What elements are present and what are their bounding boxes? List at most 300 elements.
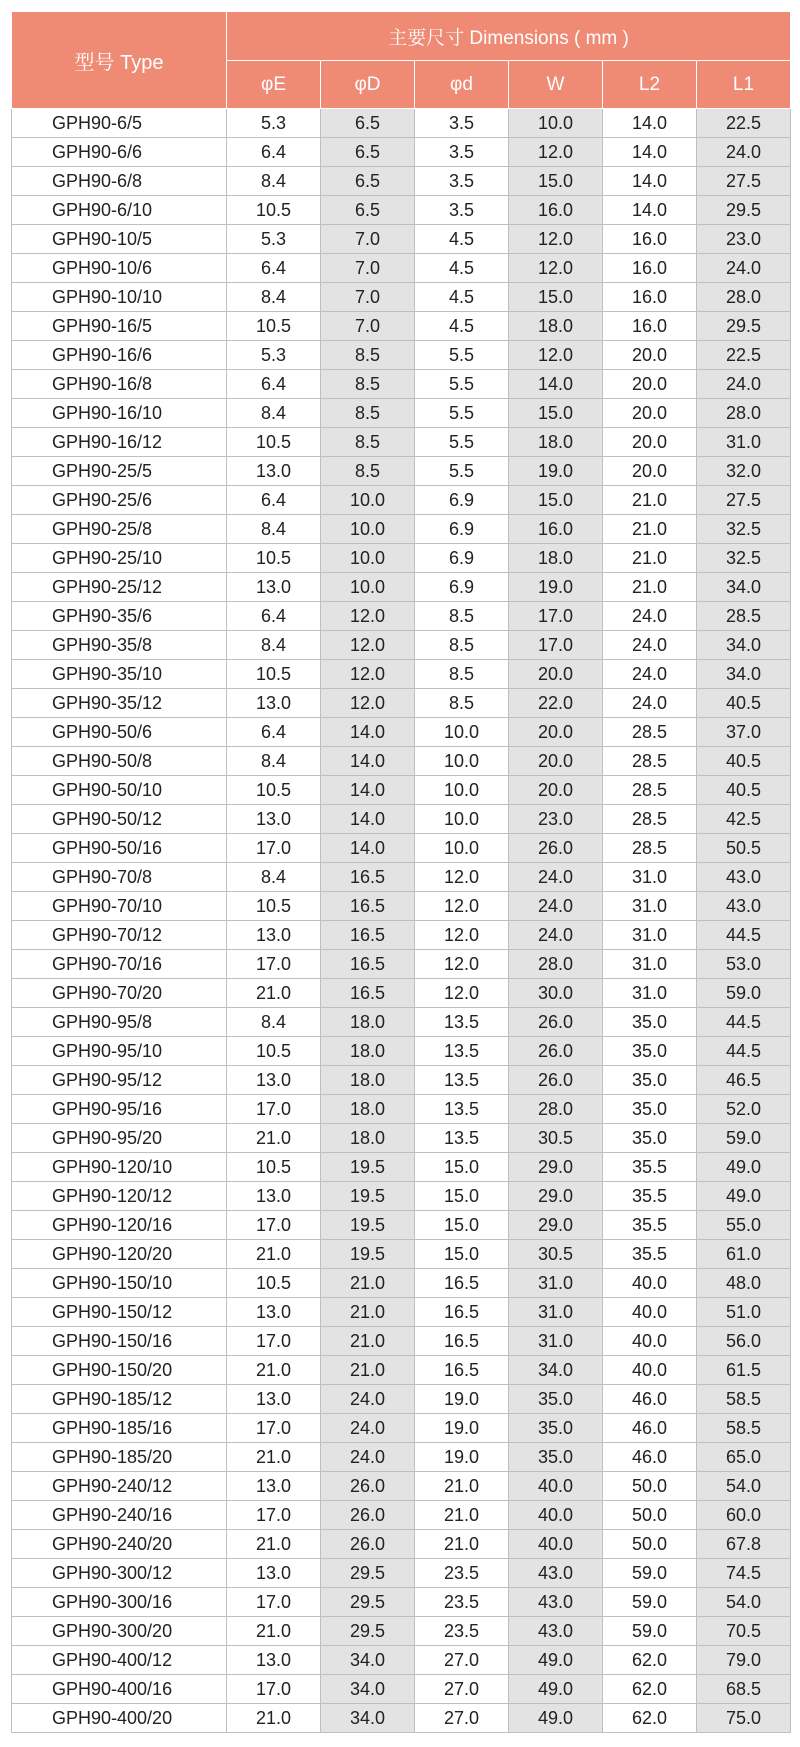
- table-body: [12, 109, 791, 1733]
- type-cell: GPH90-25/12: [12, 573, 227, 602]
- phi-d-inner-cell: 23.5: [415, 1559, 509, 1588]
- l2-cell: 16.0: [603, 283, 697, 312]
- phi-d-outer-cell: 24.0: [321, 1443, 415, 1472]
- type-cell: GPH90-35/6: [12, 602, 227, 631]
- phi-d-outer-cell: 14.0: [321, 805, 415, 834]
- phi-d-inner-cell: 8.5: [415, 631, 509, 660]
- table-row: [12, 399, 791, 428]
- dimensions-group-header: 主要尺寸 Dimensions ( mm ): [227, 12, 791, 61]
- phi-d-outer-cell: 10.0: [321, 573, 415, 602]
- phi-d-inner-cell: 16.5: [415, 1356, 509, 1385]
- dimensions-table: [11, 11, 791, 1733]
- type-column-header: 型号 Type: [12, 12, 227, 109]
- phi-d-outer-cell: 21.0: [321, 1356, 415, 1385]
- l1-cell: 74.5: [697, 1559, 791, 1588]
- type-cell: GPH90-35/12: [12, 689, 227, 718]
- l1-cell: 50.5: [697, 834, 791, 863]
- w-cell: 24.0: [509, 892, 603, 921]
- table-row: [12, 892, 791, 921]
- phi-d-outer-cell: 16.5: [321, 979, 415, 1008]
- phi-e-cell: 5.3: [227, 341, 321, 370]
- table-row: [12, 1095, 791, 1124]
- type-cell: GPH90-50/16: [12, 834, 227, 863]
- phi-e-cell: 5.3: [227, 225, 321, 254]
- l1-cell: 54.0: [697, 1588, 791, 1617]
- phi-d-inner-cell: 23.5: [415, 1588, 509, 1617]
- table-row: [12, 834, 791, 863]
- phi-d-inner-cell: 15.0: [415, 1240, 509, 1269]
- phi-e-cell: 8.4: [227, 863, 321, 892]
- phi-d-outer-cell: 12.0: [321, 602, 415, 631]
- l2-cell: 50.0: [603, 1530, 697, 1559]
- table-row: [12, 1298, 791, 1327]
- l2-cell: 35.0: [603, 1008, 697, 1037]
- table-row: [12, 341, 791, 370]
- phi-e-cell: 17.0: [227, 834, 321, 863]
- l1-cell: 28.0: [697, 283, 791, 312]
- phi-d-inner-cell: 21.0: [415, 1530, 509, 1559]
- l2-cell: 35.0: [603, 1037, 697, 1066]
- type-cell: GPH90-95/8: [12, 1008, 227, 1037]
- phi-e-cell: 13.0: [227, 573, 321, 602]
- table-row: [12, 370, 791, 399]
- phi-e-cell: 10.5: [227, 660, 321, 689]
- type-cell: GPH90-50/6: [12, 718, 227, 747]
- w-cell: 35.0: [509, 1414, 603, 1443]
- w-cell: 19.0: [509, 457, 603, 486]
- type-cell: GPH90-25/6: [12, 486, 227, 515]
- type-cell: GPH90-185/16: [12, 1414, 227, 1443]
- phi-d-inner-cell: 12.0: [415, 921, 509, 950]
- l2-cell: 20.0: [603, 399, 697, 428]
- w-cell: 18.0: [509, 544, 603, 573]
- phi-d-inner-cell: 13.5: [415, 1008, 509, 1037]
- table-row: [12, 254, 791, 283]
- phi-d-outer-cell: 6.5: [321, 138, 415, 167]
- type-cell: GPH90-35/10: [12, 660, 227, 689]
- l2-cell: 28.5: [603, 747, 697, 776]
- l2-cell: 21.0: [603, 515, 697, 544]
- w-cell: 40.0: [509, 1530, 603, 1559]
- l1-cell: 67.8: [697, 1530, 791, 1559]
- l2-cell: 40.0: [603, 1269, 697, 1298]
- w-cell: 30.5: [509, 1124, 603, 1153]
- table-row: [12, 1124, 791, 1153]
- w-cell: 43.0: [509, 1588, 603, 1617]
- l2-cell: 28.5: [603, 805, 697, 834]
- phi-e-cell: 21.0: [227, 1240, 321, 1269]
- table-row: [12, 1066, 791, 1095]
- phi-d-outer-cell: 7.0: [321, 225, 415, 254]
- l1-cell: 58.5: [697, 1414, 791, 1443]
- type-cell: GPH90-6/10: [12, 196, 227, 225]
- l1-cell: 49.0: [697, 1153, 791, 1182]
- table-row: [12, 1240, 791, 1269]
- phi-d-outer-cell: 19.5: [321, 1182, 415, 1211]
- phi-d-inner-cell: 13.5: [415, 1066, 509, 1095]
- phi-e-cell: 8.4: [227, 283, 321, 312]
- phi-d-outer-cell: 18.0: [321, 1008, 415, 1037]
- table-row: [12, 283, 791, 312]
- w-cell: 15.0: [509, 399, 603, 428]
- phi-d-inner-cell: 21.0: [415, 1501, 509, 1530]
- phi-d-outer-cell: 18.0: [321, 1037, 415, 1066]
- table-row: [12, 1211, 791, 1240]
- phi-e-cell: 6.4: [227, 602, 321, 631]
- phi-d-outer-cell: 8.5: [321, 341, 415, 370]
- table-row: [12, 428, 791, 457]
- phi-e-cell: 10.5: [227, 544, 321, 573]
- phi-d-outer-cell: 7.0: [321, 283, 415, 312]
- phi-d-outer-cell: 18.0: [321, 1066, 415, 1095]
- table-row: [12, 1414, 791, 1443]
- phi-d-inner-cell: 13.5: [415, 1124, 509, 1153]
- type-cell: GPH90-95/12: [12, 1066, 227, 1095]
- table-row: [12, 1501, 791, 1530]
- l2-cell: 21.0: [603, 544, 697, 573]
- l1-cell: 70.5: [697, 1617, 791, 1646]
- l1-cell: 40.5: [697, 689, 791, 718]
- l2-cell: 35.5: [603, 1182, 697, 1211]
- phi-d-outer-cell: 29.5: [321, 1559, 415, 1588]
- l1-cell: 59.0: [697, 1124, 791, 1153]
- table-row: [12, 1385, 791, 1414]
- phi-d-outer-cell: 21.0: [321, 1269, 415, 1298]
- l2-cell: 46.0: [603, 1385, 697, 1414]
- w-cell: 23.0: [509, 805, 603, 834]
- type-cell: GPH90-120/12: [12, 1182, 227, 1211]
- w-cell: 12.0: [509, 138, 603, 167]
- table-row: [12, 486, 791, 515]
- phi-d-inner-cell: 6.9: [415, 544, 509, 573]
- l1-cell: 27.5: [697, 486, 791, 515]
- phi-d-outer-cell: 24.0: [321, 1385, 415, 1414]
- phi-e-cell: 13.0: [227, 1182, 321, 1211]
- table-row: [12, 1037, 791, 1066]
- phi-e-cell: 17.0: [227, 1327, 321, 1356]
- w-cell: 20.0: [509, 660, 603, 689]
- l1-cell: 59.0: [697, 979, 791, 1008]
- table-row: [12, 1327, 791, 1356]
- l2-cell: 31.0: [603, 892, 697, 921]
- phi-d-inner-cell: 12.0: [415, 892, 509, 921]
- type-cell: GPH90-16/8: [12, 370, 227, 399]
- phi-e-cell: 8.4: [227, 399, 321, 428]
- phi-d-outer-cell: 12.0: [321, 689, 415, 718]
- phi-d-outer-cell: 8.5: [321, 457, 415, 486]
- l2-cell: 20.0: [603, 370, 697, 399]
- table-row: [12, 602, 791, 631]
- phi-d-inner-cell: 19.0: [415, 1443, 509, 1472]
- phi-d-inner-cell: 4.5: [415, 225, 509, 254]
- l1-cell: 24.0: [697, 254, 791, 283]
- w-cell: 31.0: [509, 1269, 603, 1298]
- table-row: [12, 1008, 791, 1037]
- phi-e-cell: 8.4: [227, 631, 321, 660]
- phi-d-outer-cell: 29.5: [321, 1617, 415, 1646]
- phi-d-inner-cell: 8.5: [415, 602, 509, 631]
- phi-d-inner-cell: 13.5: [415, 1095, 509, 1124]
- phi-d-inner-cell: 15.0: [415, 1211, 509, 1240]
- phi-d-inner-cell: 5.5: [415, 341, 509, 370]
- phi-e-cell: 8.4: [227, 167, 321, 196]
- w-cell: 15.0: [509, 283, 603, 312]
- phi-e-cell: 8.4: [227, 747, 321, 776]
- table-row: [12, 1704, 791, 1733]
- table-row: [12, 1472, 791, 1501]
- type-cell: GPH90-10/5: [12, 225, 227, 254]
- l1-cell: 61.5: [697, 1356, 791, 1385]
- phi-d-outer-cell: 26.0: [321, 1501, 415, 1530]
- type-cell: GPH90-16/6: [12, 341, 227, 370]
- w-cell: 14.0: [509, 370, 603, 399]
- l2-cell: 16.0: [603, 312, 697, 341]
- table-row: [12, 1617, 791, 1646]
- phi-e-cell: 17.0: [227, 1588, 321, 1617]
- w-cell: 20.0: [509, 747, 603, 776]
- l1-cell: 29.5: [697, 312, 791, 341]
- l2-cell: 24.0: [603, 689, 697, 718]
- column-header-l1: L1: [697, 61, 791, 109]
- phi-d-outer-cell: 8.5: [321, 370, 415, 399]
- phi-d-outer-cell: 14.0: [321, 718, 415, 747]
- phi-d-outer-cell: 19.5: [321, 1240, 415, 1269]
- table-row: [12, 1356, 791, 1385]
- w-cell: 28.0: [509, 1095, 603, 1124]
- l1-cell: 43.0: [697, 892, 791, 921]
- l1-cell: 46.5: [697, 1066, 791, 1095]
- type-cell: GPH90-25/8: [12, 515, 227, 544]
- w-cell: 18.0: [509, 428, 603, 457]
- table-header: [12, 12, 791, 109]
- type-cell: GPH90-240/16: [12, 1501, 227, 1530]
- type-cell: GPH90-25/10: [12, 544, 227, 573]
- w-cell: 15.0: [509, 486, 603, 515]
- phi-e-cell: 13.0: [227, 689, 321, 718]
- type-cell: GPH90-6/8: [12, 167, 227, 196]
- phi-d-outer-cell: 6.5: [321, 196, 415, 225]
- type-cell: GPH90-400/16: [12, 1675, 227, 1704]
- l1-cell: 54.0: [697, 1472, 791, 1501]
- w-cell: 10.0: [509, 109, 603, 138]
- l1-cell: 75.0: [697, 1704, 791, 1733]
- l1-cell: 24.0: [697, 138, 791, 167]
- table-row: [12, 660, 791, 689]
- l2-cell: 35.5: [603, 1240, 697, 1269]
- w-cell: 20.0: [509, 776, 603, 805]
- phi-d-outer-cell: 6.5: [321, 109, 415, 138]
- l1-cell: 51.0: [697, 1298, 791, 1327]
- l1-cell: 52.0: [697, 1095, 791, 1124]
- l2-cell: 14.0: [603, 109, 697, 138]
- phi-e-cell: 6.4: [227, 254, 321, 283]
- l1-cell: 27.5: [697, 167, 791, 196]
- l2-cell: 46.0: [603, 1443, 697, 1472]
- phi-d-outer-cell: 14.0: [321, 776, 415, 805]
- phi-d-inner-cell: 23.5: [415, 1617, 509, 1646]
- table-row: [12, 1153, 791, 1182]
- phi-d-inner-cell: 10.0: [415, 834, 509, 863]
- column-header-w: W: [509, 61, 603, 109]
- l1-cell: 44.5: [697, 1037, 791, 1066]
- type-cell: GPH90-10/6: [12, 254, 227, 283]
- type-cell: GPH90-10/10: [12, 283, 227, 312]
- w-cell: 29.0: [509, 1211, 603, 1240]
- w-cell: 26.0: [509, 1066, 603, 1095]
- l2-cell: 31.0: [603, 950, 697, 979]
- w-cell: 29.0: [509, 1153, 603, 1182]
- phi-e-cell: 6.4: [227, 718, 321, 747]
- w-cell: 22.0: [509, 689, 603, 718]
- l2-cell: 24.0: [603, 660, 697, 689]
- phi-e-cell: 13.0: [227, 1559, 321, 1588]
- phi-d-outer-cell: 16.5: [321, 921, 415, 950]
- phi-d-inner-cell: 15.0: [415, 1182, 509, 1211]
- phi-e-cell: 21.0: [227, 1124, 321, 1153]
- l2-cell: 59.0: [603, 1588, 697, 1617]
- l1-cell: 55.0: [697, 1211, 791, 1240]
- w-cell: 16.0: [509, 196, 603, 225]
- w-cell: 24.0: [509, 921, 603, 950]
- phi-d-inner-cell: 10.0: [415, 805, 509, 834]
- phi-d-inner-cell: 5.5: [415, 399, 509, 428]
- phi-e-cell: 17.0: [227, 1211, 321, 1240]
- w-cell: 24.0: [509, 863, 603, 892]
- table-row: [12, 718, 791, 747]
- type-cell: GPH90-185/20: [12, 1443, 227, 1472]
- table-row: [12, 312, 791, 341]
- l2-cell: 50.0: [603, 1501, 697, 1530]
- phi-d-outer-cell: 18.0: [321, 1124, 415, 1153]
- type-cell: GPH90-240/12: [12, 1472, 227, 1501]
- phi-e-cell: 10.5: [227, 1269, 321, 1298]
- phi-e-cell: 10.5: [227, 1153, 321, 1182]
- column-header-phi-d-inner: φd: [415, 61, 509, 109]
- phi-d-inner-cell: 16.5: [415, 1298, 509, 1327]
- type-cell: GPH90-400/12: [12, 1646, 227, 1675]
- phi-e-cell: 13.0: [227, 1298, 321, 1327]
- table-row: [12, 1269, 791, 1298]
- l1-cell: 28.0: [697, 399, 791, 428]
- l1-cell: 60.0: [697, 1501, 791, 1530]
- type-cell: GPH90-95/16: [12, 1095, 227, 1124]
- type-cell: GPH90-6/6: [12, 138, 227, 167]
- l2-cell: 31.0: [603, 921, 697, 950]
- l2-cell: 28.5: [603, 834, 697, 863]
- phi-d-inner-cell: 4.5: [415, 312, 509, 341]
- w-cell: 12.0: [509, 225, 603, 254]
- phi-d-outer-cell: 19.5: [321, 1153, 415, 1182]
- type-cell: GPH90-70/8: [12, 863, 227, 892]
- l2-cell: 62.0: [603, 1704, 697, 1733]
- phi-e-cell: 17.0: [227, 1414, 321, 1443]
- table-row: [12, 631, 791, 660]
- w-cell: 35.0: [509, 1385, 603, 1414]
- phi-e-cell: 13.0: [227, 1646, 321, 1675]
- l2-cell: 62.0: [603, 1646, 697, 1675]
- type-cell: GPH90-120/16: [12, 1211, 227, 1240]
- phi-d-inner-cell: 5.5: [415, 370, 509, 399]
- l1-cell: 65.0: [697, 1443, 791, 1472]
- table-row: [12, 805, 791, 834]
- phi-d-outer-cell: 7.0: [321, 312, 415, 341]
- l2-cell: 31.0: [603, 863, 697, 892]
- w-cell: 30.0: [509, 979, 603, 1008]
- l1-cell: 53.0: [697, 950, 791, 979]
- phi-e-cell: 21.0: [227, 1356, 321, 1385]
- phi-d-outer-cell: 6.5: [321, 167, 415, 196]
- phi-d-inner-cell: 19.0: [415, 1414, 509, 1443]
- phi-e-cell: 6.4: [227, 370, 321, 399]
- table-row: [12, 1559, 791, 1588]
- l1-cell: 79.0: [697, 1646, 791, 1675]
- type-cell: GPH90-120/10: [12, 1153, 227, 1182]
- phi-d-inner-cell: 27.0: [415, 1646, 509, 1675]
- type-cell: GPH90-150/10: [12, 1269, 227, 1298]
- table-row: [12, 747, 791, 776]
- l1-cell: 32.0: [697, 457, 791, 486]
- phi-e-cell: 13.0: [227, 805, 321, 834]
- phi-d-inner-cell: 27.0: [415, 1675, 509, 1704]
- w-cell: 34.0: [509, 1356, 603, 1385]
- phi-d-outer-cell: 16.5: [321, 892, 415, 921]
- w-cell: 20.0: [509, 718, 603, 747]
- phi-e-cell: 8.4: [227, 1008, 321, 1037]
- phi-d-inner-cell: 10.0: [415, 776, 509, 805]
- type-cell: GPH90-50/10: [12, 776, 227, 805]
- phi-d-outer-cell: 34.0: [321, 1646, 415, 1675]
- phi-d-inner-cell: 21.0: [415, 1472, 509, 1501]
- table-row: [12, 776, 791, 805]
- l1-cell: 44.5: [697, 921, 791, 950]
- phi-e-cell: 10.5: [227, 1037, 321, 1066]
- phi-e-cell: 6.4: [227, 138, 321, 167]
- type-cell: GPH90-120/20: [12, 1240, 227, 1269]
- phi-d-inner-cell: 4.5: [415, 283, 509, 312]
- phi-d-inner-cell: 6.9: [415, 573, 509, 602]
- phi-d-outer-cell: 21.0: [321, 1298, 415, 1327]
- l2-cell: 14.0: [603, 138, 697, 167]
- phi-d-outer-cell: 12.0: [321, 660, 415, 689]
- l2-cell: 50.0: [603, 1472, 697, 1501]
- phi-e-cell: 17.0: [227, 1501, 321, 1530]
- table-row: [12, 979, 791, 1008]
- w-cell: 12.0: [509, 341, 603, 370]
- type-cell: GPH90-6/5: [12, 109, 227, 138]
- phi-d-outer-cell: 10.0: [321, 515, 415, 544]
- table-row: [12, 167, 791, 196]
- phi-e-cell: 13.0: [227, 1066, 321, 1095]
- l2-cell: 40.0: [603, 1298, 697, 1327]
- l1-cell: 61.0: [697, 1240, 791, 1269]
- l1-cell: 28.5: [697, 602, 791, 631]
- table-row: [12, 1530, 791, 1559]
- w-cell: 43.0: [509, 1559, 603, 1588]
- phi-d-inner-cell: 27.0: [415, 1704, 509, 1733]
- l2-cell: 21.0: [603, 573, 697, 602]
- l1-cell: 29.5: [697, 196, 791, 225]
- w-cell: 49.0: [509, 1675, 603, 1704]
- phi-d-inner-cell: 16.5: [415, 1327, 509, 1356]
- phi-e-cell: 10.5: [227, 428, 321, 457]
- w-cell: 40.0: [509, 1472, 603, 1501]
- phi-e-cell: 21.0: [227, 1530, 321, 1559]
- type-cell: GPH90-35/8: [12, 631, 227, 660]
- l2-cell: 21.0: [603, 486, 697, 515]
- phi-d-inner-cell: 15.0: [415, 1153, 509, 1182]
- phi-d-inner-cell: 3.5: [415, 196, 509, 225]
- l1-cell: 40.5: [697, 776, 791, 805]
